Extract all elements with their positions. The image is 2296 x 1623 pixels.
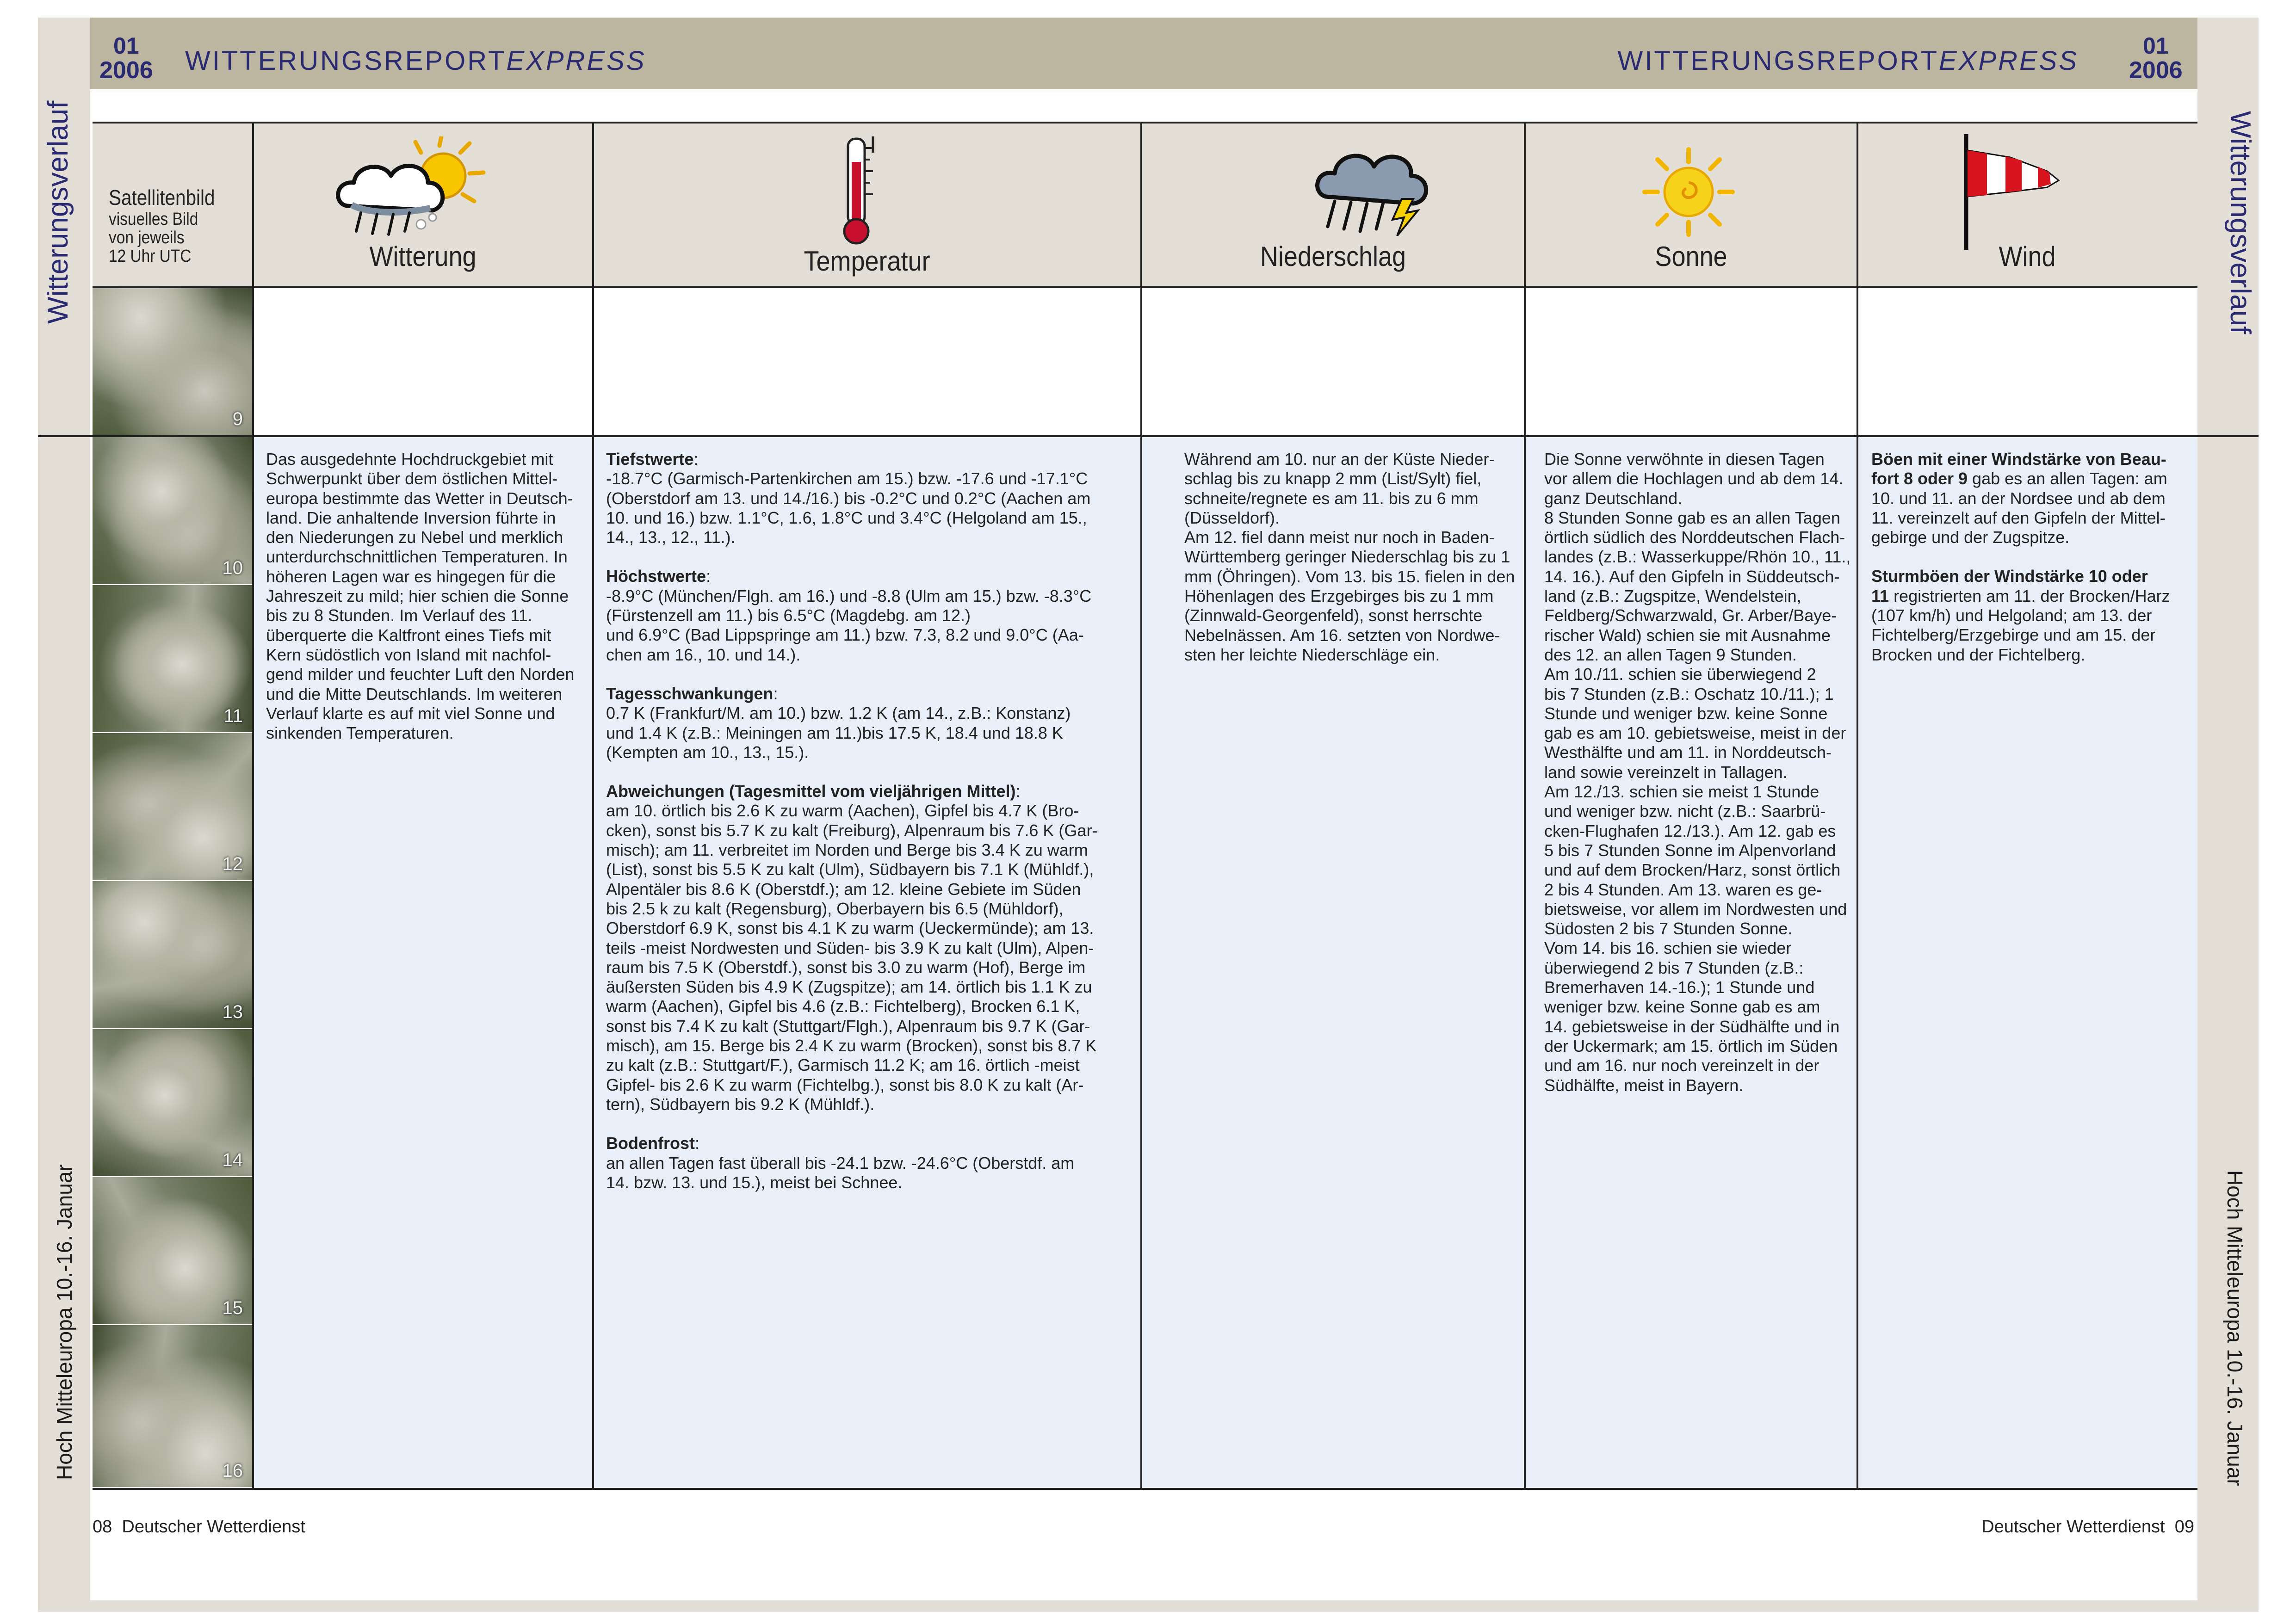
- satellite-day-label: 13: [222, 1002, 243, 1022]
- text-line: Westhälfte und am 11. in Norddeutsch-: [1544, 743, 1832, 762]
- wind-text: [1871, 450, 2195, 665]
- text-line: des 12. an allen Tagen 9 Stunden.: [1544, 645, 1797, 664]
- satellite-day-label: 16: [222, 1461, 243, 1481]
- text-line: -8.9°C (München/Flgh. am 16.) und -8.8 (Ulm am 15.) bzw. -8.3°C: [606, 586, 1092, 605]
- tagesschwankungen-label: Tagesschwankungen:: [606, 684, 778, 703]
- wind-bold-line: Sturmböen der Windstärke 10 oder: [1871, 567, 2148, 586]
- wind-header: Wind: [1999, 241, 2056, 272]
- text-line: 0.7 K (Frankfurt/M. am 10.) bzw. 1.2 K (am 14., z.B.: Konstanz): [606, 704, 1071, 723]
- satellite-day-label: 10: [222, 558, 243, 578]
- text-line: Südhälfte, meist in Bayern.: [1544, 1075, 1744, 1095]
- text-line: gend milder und feuchter Luft den Norden: [266, 665, 575, 684]
- satellite-image-day-9: [93, 288, 252, 435]
- text-line: gebirge und der Zugspitze.: [1871, 528, 2070, 547]
- text-line: 5 bis 7 Stunden Sonne im Alpenvorland: [1544, 840, 1836, 860]
- text-line: schlag bis zu knapp 2 mm (List/Sylt) fiel,: [1184, 469, 1482, 488]
- text-line: bis zu 8 Stunden. Im Verlauf des 11.: [266, 606, 532, 625]
- footer-right-org: Deutscher Wetterdienst: [1981, 1517, 2165, 1537]
- satellite-image-day-16: [93, 1325, 252, 1487]
- satellite-day-label: 14: [222, 1150, 243, 1170]
- text-line: den Niederungen zu Nebel und merklich: [266, 528, 563, 547]
- sun-cloud-icon: [333, 136, 490, 243]
- temperatur-header: Temperatur: [804, 246, 930, 277]
- text-line: schneite/regnete es am 11. bis zu 6 mm: [1184, 488, 1479, 508]
- satellite-day-label: 11: [223, 706, 243, 726]
- text-line: 2 bis 4 Stunden. Am 13. waren es ge-: [1544, 880, 1822, 899]
- wind-mixed-line: fort 8 oder 9 gab es an allen Tagen: am: [1871, 469, 2167, 488]
- text-line: landes (z.B.: Wasserkuppe/Rhön 10., 11.,: [1544, 547, 1851, 567]
- sonne-text: [1544, 450, 1854, 1095]
- wind-bold-line: Böen mit einer Windstärke von Beau-: [1871, 450, 2166, 469]
- table-top-line: [93, 122, 2197, 123]
- temperatur-text: [606, 450, 1138, 1192]
- text-line: (Düsseldorf).: [1184, 508, 1280, 527]
- text-line: warm (Aachen), Gipfel bis 4.6 (z.B.: Fichtelberg), Brocken 6.1 K,: [606, 997, 1080, 1016]
- text-line: Höhenlagen des Erzgebirges bis zu 1 mm: [1184, 586, 1494, 606]
- text-line: (Fürstenzell am 11.) bis 6.5°C (Magdebg. am 12.): [606, 606, 971, 625]
- text-line: misch); am 11. verbreitet im Norden und Berge bis 3.4 K zu warm: [606, 840, 1088, 860]
- text-line: mm (Öhringen). Vom 13. bis 15. fielen in den: [1184, 567, 1515, 586]
- satellite-sub3: 12 Uhr UTC: [109, 247, 192, 266]
- text-line: Während am 10. nur an der Küste Nieder-: [1184, 450, 1495, 469]
- bodenfrost-label: Bodenfrost:: [606, 1134, 700, 1153]
- satellite-image-day-11: [93, 585, 252, 732]
- text-line: Verlauf klarte es auf mit viel Sonne und: [266, 704, 555, 723]
- tiefstwerte-label: Tiefstwerte:: [606, 450, 699, 469]
- text-line: und 6.9°C (Bad Lippspringe am 11.) bzw. 7.3, 8.2 und 9.0°C (Aa-: [606, 625, 1084, 645]
- text-line: (List), sonst bis 5.5 K zu kalt (Ulm), Südbayern bis 7.1 K (Mühldf.),: [606, 860, 1094, 879]
- right-title-express: EXPRESS: [1939, 46, 2079, 76]
- satellite-sub2: von jeweils: [109, 228, 185, 247]
- footer-right-page: 09: [2174, 1517, 2194, 1537]
- text-line: 11. vereinzelt auf den Gipfeln der Mittel-: [1871, 508, 2166, 527]
- text-line: cken-Flughafen 12./13.). Am 12. gab es: [1544, 821, 1836, 840]
- text-line: (Kempten am 10., 13., 15.).: [606, 742, 809, 762]
- text-line: sten her leichte Niederschläge ein.: [1184, 645, 1440, 664]
- left-title-main: WITTERUNGSREPORT: [185, 46, 507, 76]
- text-line: land. Die anhaltende Inversion führte in: [266, 508, 556, 527]
- niederschlag-header: Niederschlag: [1260, 241, 1406, 272]
- right-side-title: Witterungsverlauf: [2224, 111, 2256, 334]
- text-line: weniger bzw. keine Sonne gab es am: [1544, 997, 1820, 1017]
- text-line: 14. bzw. 13. und 15.), meist bei Schnee.: [606, 1173, 903, 1192]
- text-line: sinkenden Temperaturen.: [266, 723, 454, 743]
- section-divider-line: [38, 435, 2259, 437]
- hoechstwerte-label: Höchstwerte:: [606, 567, 711, 586]
- satellite-image-day-13: [93, 881, 252, 1028]
- satellite-image-day-15: [93, 1177, 252, 1324]
- left-issue-year: 2006: [99, 57, 153, 84]
- text-line: am 10. örtlich bis 2.6 K zu warm (Aachen), Gipfel bis 4.7 K (Bro-: [606, 801, 1079, 821]
- footer-left-org: Deutscher Wetterdienst: [122, 1517, 305, 1537]
- text-line: 14. 16.). Auf den Gipfeln in Süddeutsch-: [1544, 567, 1840, 586]
- text-line: und 1.4 K (z.B.: Meiningen am 11.)bis 17.5 K, 18.4 und 18.8 K: [606, 723, 1063, 742]
- text-line: tern), Südbayern bis 9.2 K (Mühldf.).: [606, 1094, 875, 1114]
- text-line: bis 7 Stunden (z.B.: Oschatz 10./11.); 1: [1544, 684, 1834, 704]
- windsock-icon: [1955, 132, 2070, 252]
- text-line: überquerte die Kaltfront eines Tiefs mit: [266, 625, 551, 645]
- text-line: Oberstdorf 6.9 K, sonst bis 4.1 K zu warm (Ueckermünde); am 13.: [606, 919, 1094, 938]
- text-line: bis 2.5 k zu kalt (Regensburg), Oberbayern bis 6.5 (Mühldorf),: [606, 899, 1064, 918]
- text-line: sonst bis 7.4 K zu kalt (Stuttgart/Flgh.), Alpenraum bis 9.7 K (Gar-: [606, 1016, 1090, 1036]
- text-line: raum bis 7.5 K (Oberstdf.), sonst bis 3.0 zu warm (Hof), Berge im: [606, 957, 1086, 977]
- satellite-image-day-10: [93, 437, 252, 584]
- text-line: äußersten Süden bis 4.9 K (Zugspitze); am 14. örtlich bis 1.1 K zu: [606, 977, 1092, 997]
- text-line: chen am 16., 10. und 14.).: [606, 645, 801, 664]
- text-line: Südosten 2 bis 7 Stunden Sonne.: [1544, 919, 1793, 938]
- text-line: örtlich südlich des Norddeutschen Flach-: [1544, 528, 1845, 547]
- text-line: und am 16. nur noch vereinzelt in der: [1544, 1056, 1819, 1075]
- wind-mixed-line: 11 registrierten am 11. der Brocken/Harz: [1871, 586, 2170, 605]
- right-title-main: WITTERUNGSREPORT: [1617, 46, 1939, 76]
- footer-left-page: 08: [93, 1517, 112, 1537]
- left-title-express: EXPRESS: [506, 46, 646, 76]
- witterung-header: Witterung: [369, 241, 477, 272]
- text-line: 10. und 16.) bzw. 1.1°C, 1.6, 1.8°C und 3.4°C (Helgoland am 15.,: [606, 508, 1087, 527]
- text-line: bietsweise, vor allem im Nordwesten und: [1544, 899, 1847, 919]
- satellite-day-label: 9: [232, 409, 243, 429]
- left-report-title: [185, 45, 646, 76]
- text-line: land (z.B.: Zugspitze, Wendelstein,: [1544, 586, 1801, 606]
- text-line: rischer Wald) schien sie mit Ausnahme: [1544, 625, 1831, 645]
- sonne-header: Sonne: [1655, 241, 1727, 272]
- text-line: höheren Lagen war es hingegen für die: [266, 567, 556, 586]
- text-line: Gipfel- bis 2.6 K zu warm (Fichtelbg.), sonst bis 8.0 K zu kalt (Ar-: [606, 1075, 1084, 1094]
- text-line: Nebelnässen. Am 16. setzten von Nordwe-: [1184, 625, 1500, 645]
- thermometer-icon: [840, 134, 886, 247]
- text-line: Stunde und weniger bzw. keine Sonne: [1544, 704, 1828, 723]
- text-line: an allen Tagen fast überall bis -24.1 bzw. -24.6°C (Oberstdf. am: [606, 1153, 1075, 1173]
- text-line: land sowie vereinzelt in Tallagen.: [1544, 762, 1788, 782]
- text-line: 14. gebietsweise in der Südhälfte und in: [1544, 1017, 1840, 1036]
- text-line: Fichtelberg/Erzgebirge und am 15. der: [1871, 625, 2156, 645]
- text-line: und die Mitte Deutschlands. Im weiteren: [266, 684, 563, 704]
- col-line-3: [1140, 122, 1142, 1490]
- text-line: 8 Stunden Sonne gab es an allen Tagen: [1544, 508, 1840, 527]
- text-line: teils -meist Nordwesten und Süden- bis 3.9 K zu kalt (Ulm), Alpen-: [606, 938, 1094, 957]
- right-side-period: Hoch Mitteleuropa 10.-16. Januar: [2223, 1170, 2247, 1486]
- text-line: europa bestimmte das Wetter in Deutsch-: [266, 488, 573, 508]
- col-line-4: [1524, 122, 1526, 1490]
- text-line: Die Sonne verwöhnte in diesen Tagen: [1544, 450, 1825, 469]
- col-line-5: [1857, 122, 1858, 1490]
- text-line: Jahreszeit zu mild; hier schien die Sonne: [266, 586, 569, 606]
- abweichungen-label: Abweichungen (Tagesmittel vom vieljährigen Mittel):: [606, 782, 1021, 801]
- text-line: Bremerhaven 14.-16.); 1 Stunde und: [1544, 978, 1815, 997]
- col-line-2: [592, 122, 594, 1490]
- text-line: Schwerpunkt über dem östlichen Mittel-: [266, 469, 558, 488]
- header-bottom-line: [93, 286, 2197, 288]
- footer-right: [1981, 1517, 2194, 1537]
- text-line: Alpentäler bis 8.6 K (Oberstdf.); am 12. kleine Gebiete im Süden: [606, 879, 1081, 899]
- text-line: Württemberg geringer Niederschlag bis zu 1: [1184, 547, 1510, 567]
- left-side-title: Witterungsverlauf: [42, 100, 74, 324]
- text-line: unterdurchschnittlichen Temperaturen. In: [266, 547, 568, 567]
- text-line: 10. und 11. an der Nordsee und ab dem: [1871, 488, 2166, 508]
- text-line: Am 10./11. schien sie überwiegend 2: [1544, 665, 1816, 684]
- text-line: Das ausgedehnte Hochdruckgebiet mit: [266, 450, 553, 469]
- text-line: Brocken und der Fichtelberg.: [1871, 645, 2086, 664]
- text-line: misch), am 15. Berge bis 2.4 K zu warm (Brocken), sonst bis 8.7 K: [606, 1036, 1097, 1055]
- satellite-day-label: 12: [222, 854, 243, 874]
- text-line: und weniger bzw. nicht (z.B.: Saarbrü-: [1544, 802, 1826, 821]
- satellite-day-label: 15: [222, 1298, 243, 1318]
- table-bottom-line: [93, 1488, 2197, 1490]
- text-line: überwiegend 2 bis 7 Stunden (z.B.:: [1544, 958, 1804, 977]
- text-line: Feldberg/Schwarzwald, Gr. Arber/Baye-: [1544, 606, 1837, 625]
- text-line: (107 km/h) und Helgoland; am 13. der: [1871, 606, 2152, 625]
- text-line: und auf dem Brocken/Harz, sonst örtlich: [1544, 860, 1841, 880]
- text-line: -18.7°C (Garmisch-Partenkirchen am 15.) bzw. -17.6 und -17.1°C: [606, 469, 1088, 488]
- text-line: zu kalt (z.B.: Stuttgart/F.), Garmisch 11.2 K; am 16. örtlich -meist: [606, 1055, 1080, 1075]
- satellite-sub1: visuelles Bild: [109, 210, 198, 229]
- text-line: gab es am 10. gebietsweise, meist in der: [1544, 723, 1846, 743]
- left-side-period: Hoch Mitteleuropa 10.-16. Januar: [52, 1164, 76, 1480]
- text-line: der Uckermark; am 15. örtlich im Süden: [1544, 1036, 1838, 1055]
- witterung-text: [266, 450, 590, 743]
- niederschlag-text: [1184, 450, 1517, 665]
- text-line: ganz Deutschland.: [1544, 488, 1683, 508]
- text-line: 14., 13., 12., 11.).: [606, 528, 736, 547]
- left-issue-number: 01: [113, 33, 139, 59]
- text-line: Vom 14. bis 16. schien sie wieder: [1544, 938, 1792, 958]
- right-report-title: [1618, 45, 2079, 76]
- satellite-image-day-14: [93, 1029, 252, 1176]
- rain-cloud-icon: [1314, 143, 1434, 236]
- text-line: Am 12. fiel dann meist nur noch in Baden-: [1184, 528, 1495, 547]
- text-line: Am 12./13. schien sie meist 1 Stunde: [1544, 782, 1819, 802]
- text-line: (Oberstdorf am 13. und 14./16.) bis -0.2°C und 0.2°C (Aachen am: [606, 488, 1091, 508]
- text-line: vor allem die Hochlagen und ab dem 14.: [1544, 469, 1844, 488]
- col-line-1: [252, 122, 254, 1490]
- sun-icon: [1640, 146, 1737, 238]
- satellite-title: Satellitenbild: [109, 185, 215, 210]
- right-issue-year: 2006: [2129, 57, 2183, 84]
- text-line: (Zinnwald-Georgenfeld), sonst herrschte: [1184, 606, 1483, 625]
- satellite-image-day-12: [93, 733, 252, 880]
- satellite-header: [109, 185, 229, 265]
- footer-left: [93, 1517, 305, 1537]
- text-line: cken), sonst bis 5.7 K zu kalt (Freiburg), Alpenraum bis 7.6 K (Gar-: [606, 821, 1098, 840]
- text-line: Kern südöstlich von Island mit nachfol-: [266, 645, 551, 664]
- right-issue-number: 01: [2143, 33, 2169, 59]
